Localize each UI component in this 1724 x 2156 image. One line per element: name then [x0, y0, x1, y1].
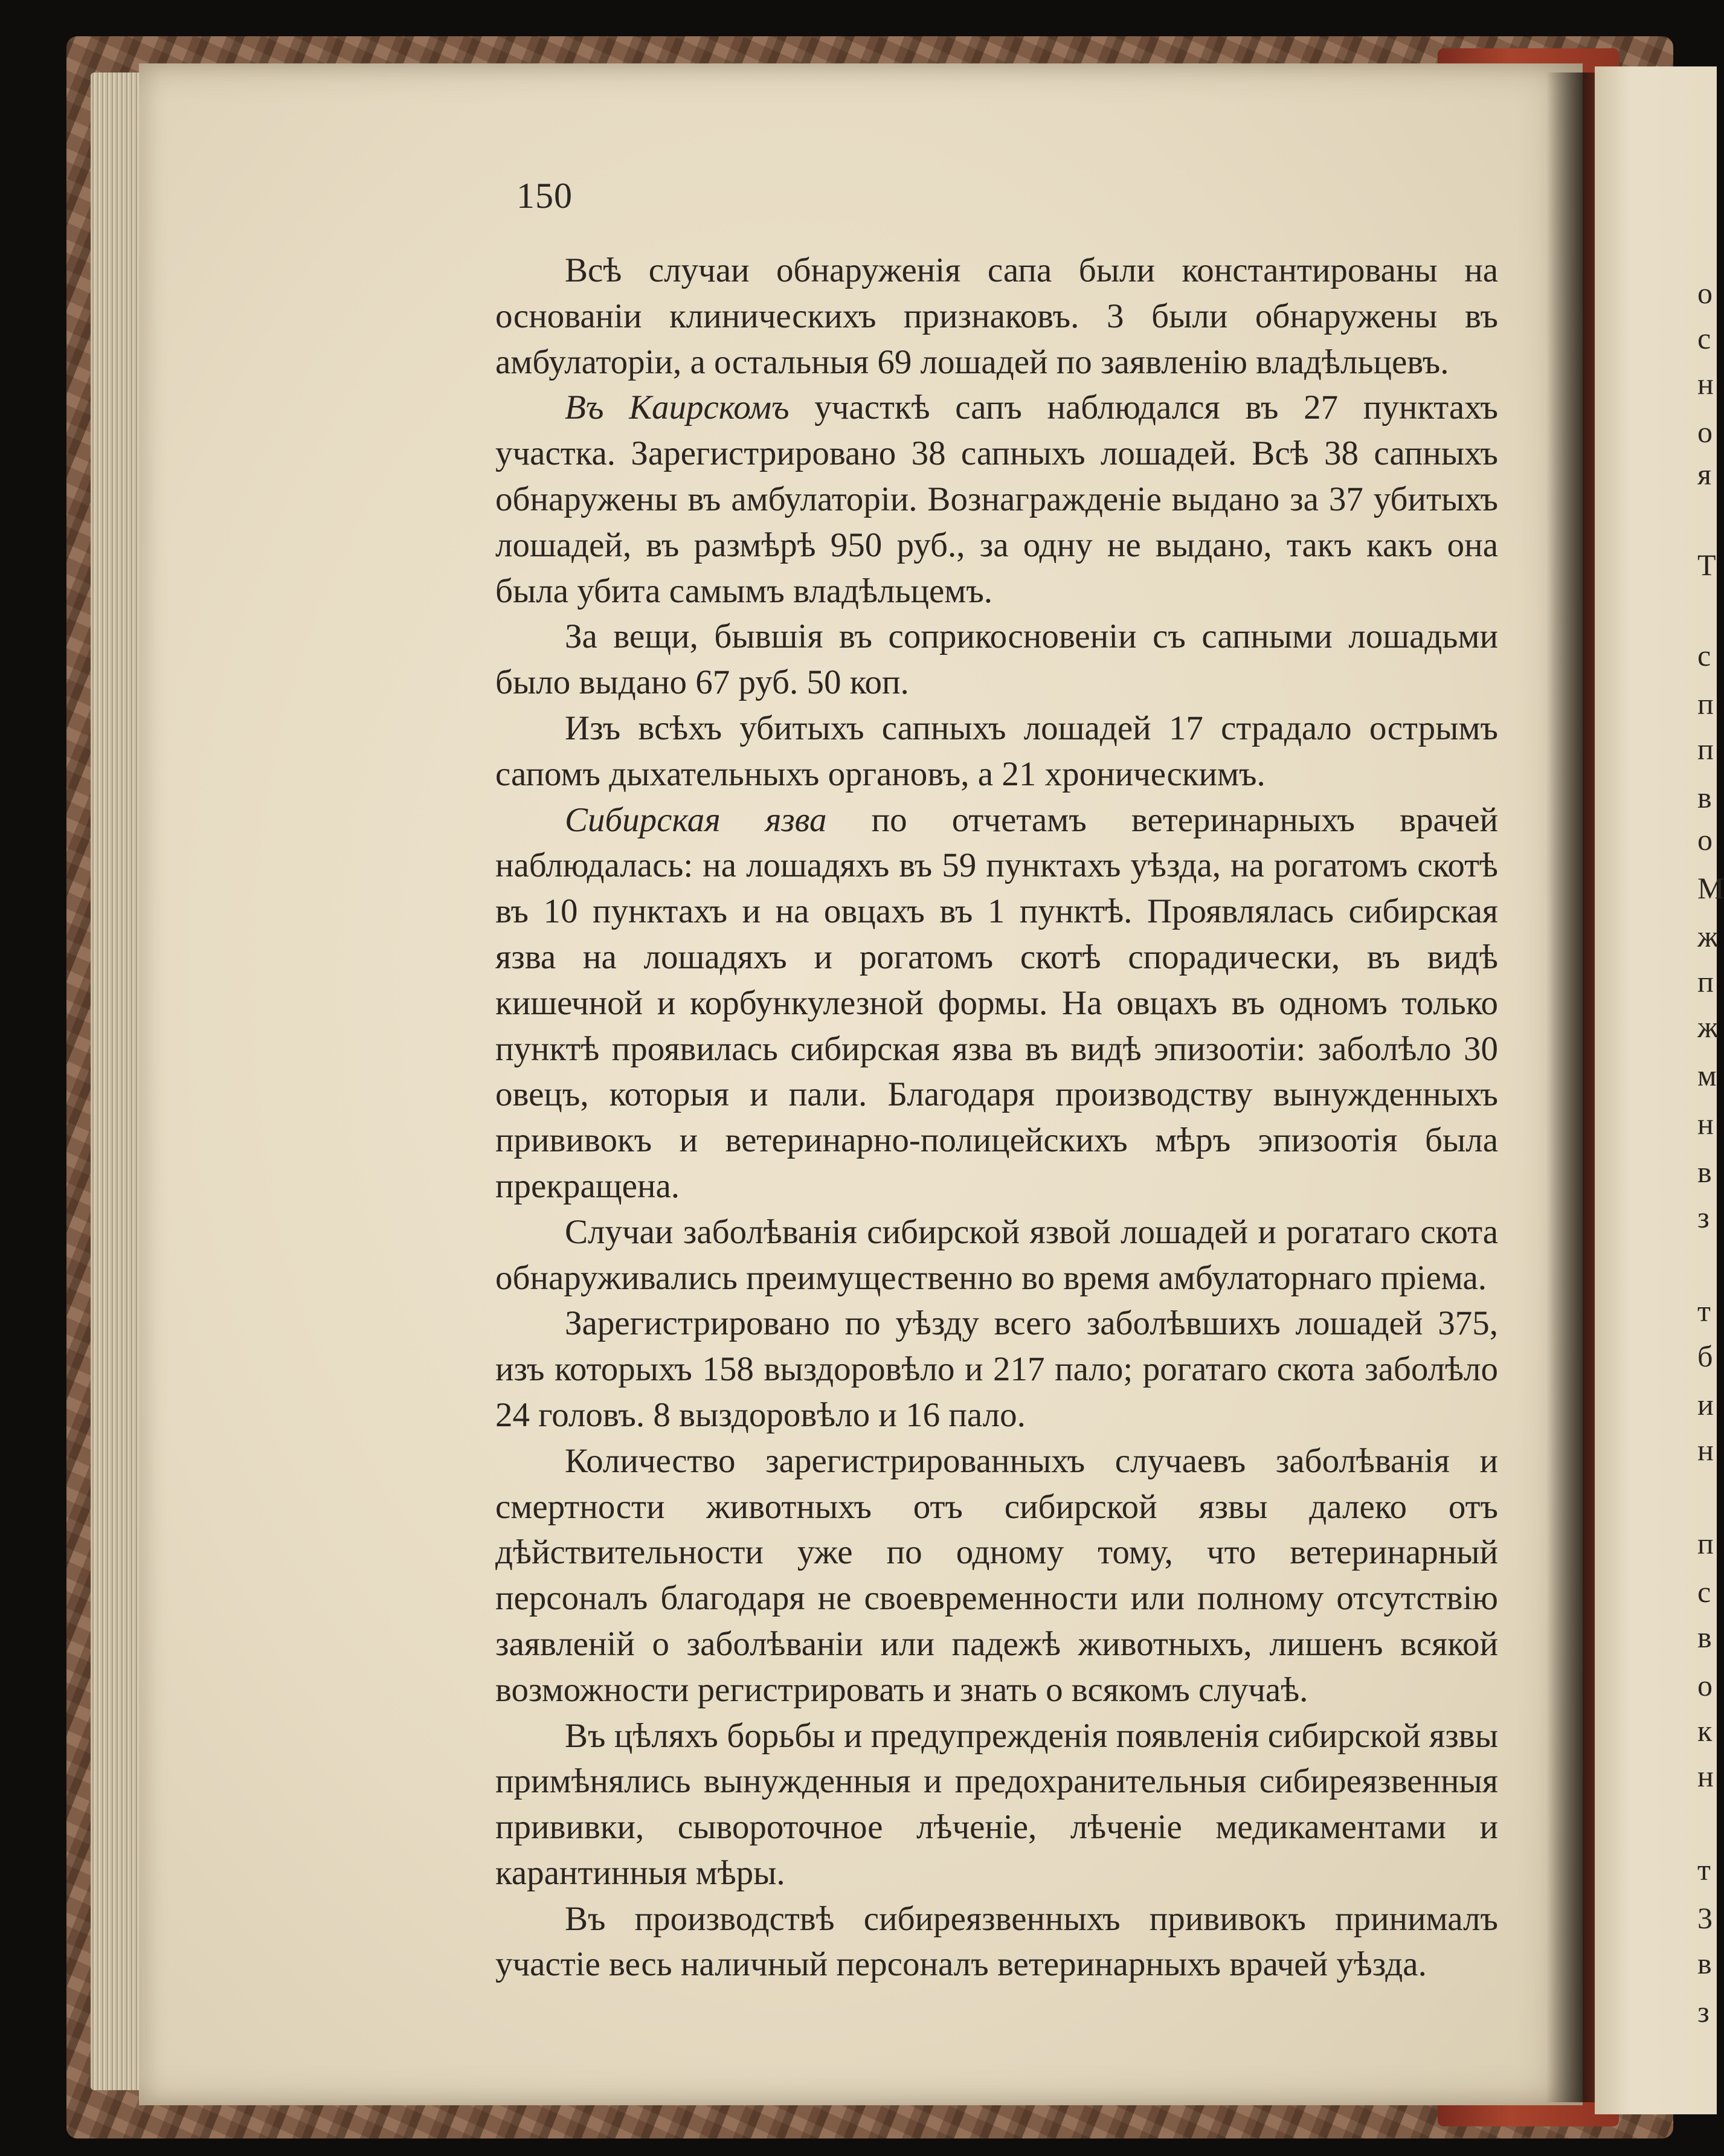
right-page-letter: с — [1697, 1575, 1711, 1609]
right-page-letter: я — [1697, 457, 1711, 491]
right-page-letter: 3 — [1697, 1901, 1713, 1935]
right-page-letter: о — [1697, 415, 1713, 449]
right-page-letter: и — [1697, 1388, 1714, 1421]
right-page-letter: с — [1697, 639, 1711, 672]
right-page-letter: т — [1697, 1853, 1711, 1887]
paragraph-3: За вещи, бывшія въ соприкосновеніи съ сапными лошадьми было выдано 67 руб. 50 коп. — [495, 617, 1498, 702]
paragraph-8: Количество зарегистрированныхъ случаевъ заболѣванія и смертности животныхъ отъ сибирской язвы далеко отъ дѣйствительности уже по одному тому, что ветеринарный персоналъ благодаря не своевременности или полному отсутствію заявленій о заболѣваніи или падежѣ животныхъ, лишенъ всякой возможности регистрировать и знать о всякомъ случаѣ. — [495, 1441, 1498, 1709]
right-page-letter: ж — [1697, 1010, 1719, 1044]
right-page-letter: Т — [1697, 548, 1716, 582]
right-page-letter: н — [1697, 1107, 1714, 1141]
right-page-letter: п — [1697, 965, 1714, 999]
right-page-letter: о — [1697, 823, 1713, 857]
paragraph-6: Случаи заболѣванія сибирской язвой лошадей и рогатаго скота обнаруживались преимущественно во время амбулаторнаго пріема. — [495, 1212, 1498, 1297]
right-page-letter: к — [1697, 1714, 1713, 1748]
right-page-letter: п — [1697, 732, 1714, 766]
right-page-letter: М — [1697, 871, 1724, 905]
right-page-letter: о — [1697, 1668, 1713, 1702]
paragraph-4: Изъ всѣхъ убитыхъ сапныхъ лошадей 17 страдало острымъ сапомъ дыхательныхъ органовъ, а 21 хроническимъ. — [495, 709, 1498, 793]
page-edges — [91, 72, 145, 2090]
right-page-letter: з — [1697, 1995, 1710, 2029]
right-page-letter: ж — [1697, 919, 1719, 953]
paragraph-2 — [495, 385, 1498, 614]
right-page-letter: н — [1697, 367, 1714, 401]
right-page-letter: т — [1697, 1294, 1711, 1328]
paragraph-2-body: участкѣ сапъ наблюдался въ 27 пунктахъ участка. Зарегистрировано 38 сапныхъ лошадей. Всѣ 38 сапныхъ обнаружены въ амбулаторіи. Вознагражденіе выдано за 37 убитыхъ лошадей, въ размѣрѣ 950 руб., за одну не выдано, такъ какъ она была убита самымъ владѣльцемъ. — [495, 388, 1498, 610]
paragraph-1: Всѣ случаи обнаруженія сапа были константированы на основаніи клиническихъ признаковъ. 3 были обнаружены въ амбулаторіи, а остальныя 69 лошадей по заявленію владѣльцевъ. — [495, 251, 1498, 381]
paragraph-9: Въ цѣляхъ борьбы и предупрежденія появленія сибирской язвы примѣнялись вынужденныя и предохранительныя сибиреязвенныя прививки, сывороточное лѣченіе, лѣченіе медикаментами и карантинныя мѣры. — [495, 1716, 1498, 1892]
paragraph-10: Въ производствѣ сибиреязвенныхъ прививокъ принималъ участіе весь наличный персоналъ ветеринарныхъ врачей уѣзда. — [495, 1899, 1498, 1984]
right-page-letter: б — [1697, 1339, 1713, 1373]
paragraph-5-lead: Сибирская язва — [565, 800, 827, 839]
right-page-letter: н — [1697, 1433, 1714, 1467]
right-page-letter: о — [1697, 276, 1713, 310]
paragraph-2-lead: Въ Каирскомъ — [565, 388, 790, 427]
right-page-letter: с — [1697, 321, 1711, 355]
right-page-letter: в — [1697, 780, 1712, 814]
page-text — [495, 248, 1498, 1987]
right-page-letter: п — [1697, 1527, 1714, 1560]
paragraph-7: Зарегистрировано по уѣзду всего заболѣвшихъ лошадей 375, изъ которыхъ 158 выздоровѣло и 217 пало; рогатаго скота заболѣло 24 головъ. 8 выздоровѣло и 16 пало. — [495, 1304, 1498, 1434]
right-page-letter: п — [1697, 687, 1714, 721]
right-page-letter: в — [1697, 1620, 1712, 1654]
right-page-letter: м — [1697, 1058, 1717, 1092]
right-page-letter: н — [1697, 1759, 1714, 1793]
right-page-letter: в — [1697, 1946, 1712, 1980]
paragraph-5-body: по отчетамъ ветеринарныхъ врачей наблюдалась: на лошадяхъ въ 59 пунктахъ уѣзда, на рогатомъ скотѣ въ 10 пунктахъ и на овцахъ въ 1 пунктѣ. Проявлялась сибирская язва на лошадяхъ и рогатомъ скотѣ спорадически, въ видѣ кишечной и корбункулезной формы. На овцахъ въ одномъ только пунктѣ проявилась сибирская язва въ видѣ эпизоотіи: заболѣло 30 овецъ, которыя и пали. Благодаря производству вынужденныхъ прививокъ и ветеринарно-полицейскихъ мѣръ эпизоотія была прекращена. — [495, 800, 1498, 1205]
right-page-letter: в — [1697, 1155, 1712, 1189]
paragraph-5 — [495, 797, 1498, 1209]
page-number: 150 — [516, 176, 573, 216]
right-page-letter: з — [1697, 1200, 1710, 1234]
right-page-sliver — [1595, 66, 1724, 2114]
